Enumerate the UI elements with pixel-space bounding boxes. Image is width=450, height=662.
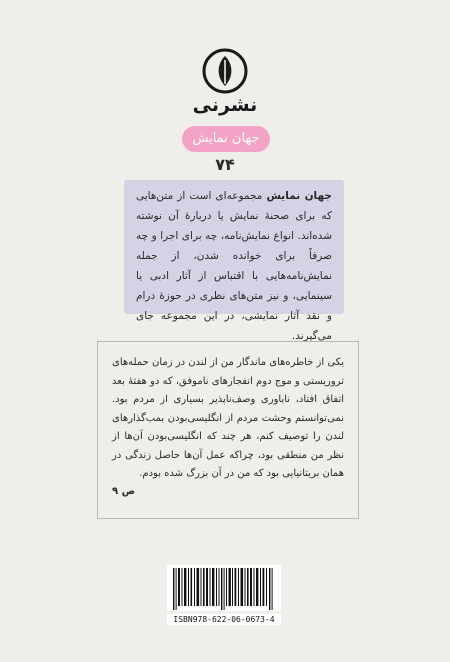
series-badge: جهان نمایش: [182, 126, 270, 152]
excerpt-page-reference: ص ۹: [112, 485, 136, 497]
publisher-name: نشرنی: [192, 94, 258, 116]
book-excerpt-box: [97, 341, 359, 519]
nashr-ney-logo-icon: [202, 48, 248, 94]
series-description-lead: جهان نمایش: [266, 190, 332, 202]
series-description-box: [124, 180, 344, 342]
book-excerpt-text: یکی از خاطره‌های ماندگار من از لندن در زمان حمله‌های تروریستی و موج دوم انفجارهای ناموفق، که دو هفتهٔ بعد اتفاق افتاد، ناباوری وصف‌ناپذیر بسیاری از مردم بود. نمی‌توانستم وحشت مردم از انگلیسی‌بودن بمب‌گذارهای لندن را توصیف کنم، هر چند که انگلیسی‌بودن آن‌ها از نظر من منطقی بود، چراکه عمل آن‌ها حاصل زندگی در همان بریتانیایی بود که من در آن بزرگ شده بودم.: [112, 357, 344, 479]
barcode: [167, 565, 281, 611]
series-number: ۷۴: [215, 155, 235, 174]
isbn-number: ISBN978-622-06-0673-4: [167, 614, 281, 625]
series-description-text: مجموعه‌ای است از متن‌هایی که برای صحنهٔ نمایش یا دربارهٔ آن نوشته شده‌اند. انواع نمایش‌نامه، چه برای اجرا و چه صرفاً برای خوانده شدن، از جمله نمایش‌نامه‌هایی با اقتباس از آثار ادبی یا سینمایی، و نیز متن‌های نظری در حوزهٔ درام و نقد آثار نمایشی، در این مجموعه جای می‌گیرند.: [136, 190, 332, 342]
